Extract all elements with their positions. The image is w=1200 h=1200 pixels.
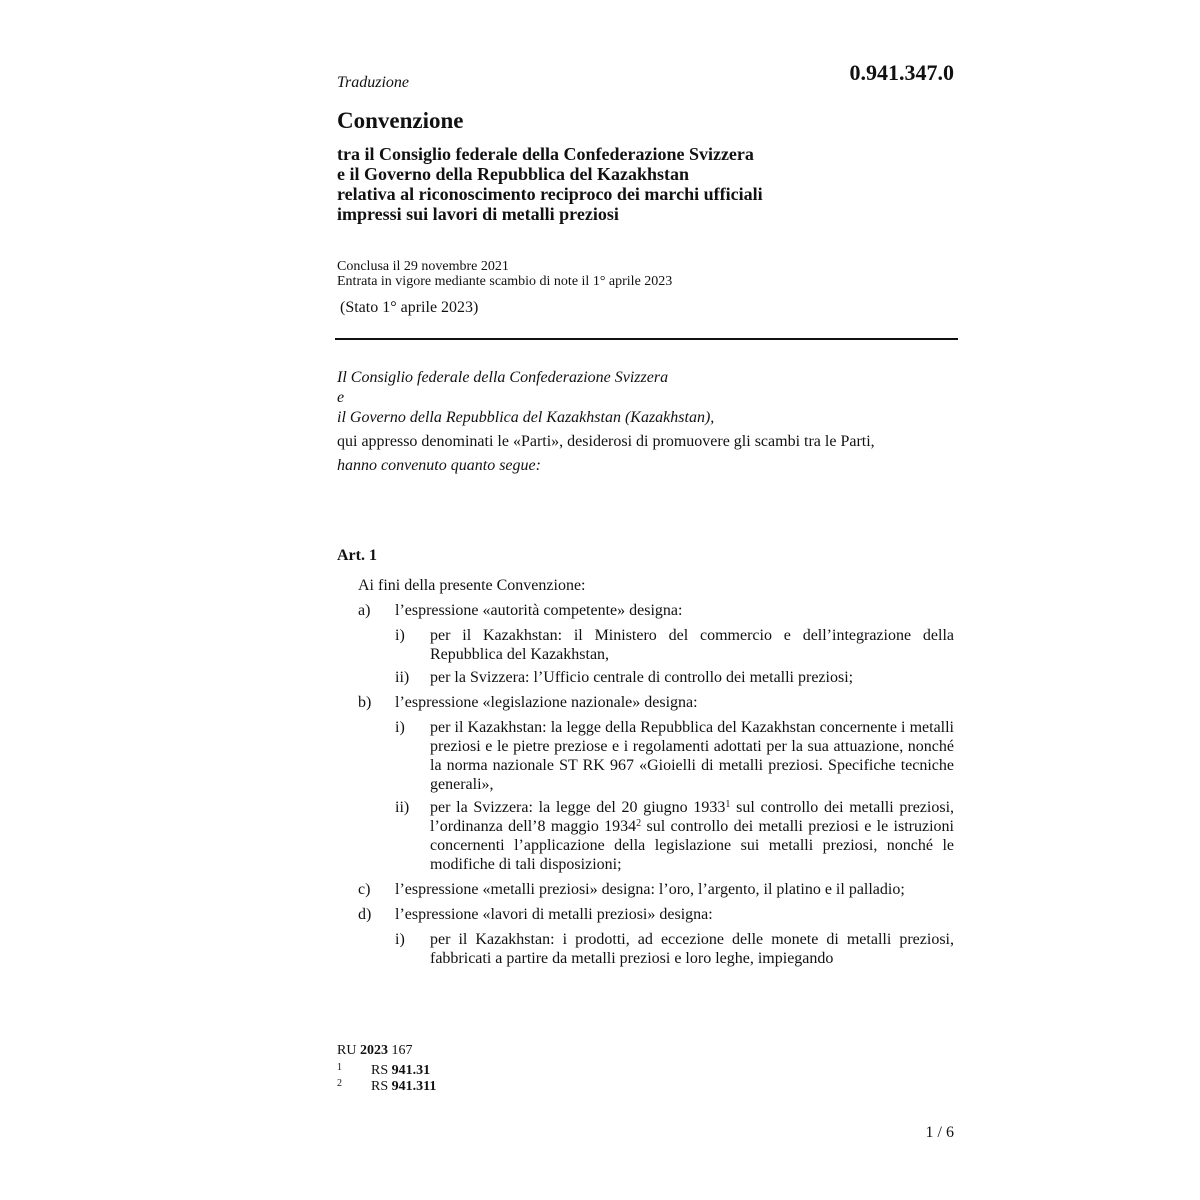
preamble: [337, 368, 954, 476]
status-date: (Stato 1° aprile 2023): [340, 299, 479, 316]
footnote-prefix: RS: [371, 1063, 392, 1078]
sr-number: 0.941.347.0: [849, 60, 954, 85]
footnote-prefix: RS: [371, 1079, 392, 1094]
preamble-agreement: hanno convenuto quanto segue:: [337, 457, 541, 474]
ru-page: 167: [387, 1043, 413, 1058]
sub-item: [395, 626, 954, 664]
item-label: b): [358, 694, 372, 711]
item-text: l’espressione «legislazione nazionale» designa:: [395, 694, 698, 711]
item-label: d): [358, 906, 372, 923]
subtitle-line: relativa al riconoscimento reciproco dei marchi ufficiali: [337, 184, 763, 204]
sub-item-label: ii): [395, 669, 410, 686]
footnote: [337, 1063, 436, 1079]
document-subtitle: [337, 144, 763, 224]
preamble-party-1: Il Consiglio federale della Confederazione Svizzera: [337, 369, 669, 386]
subtitle-line: e il Governo della Repubblica del Kazakhstan: [337, 164, 690, 184]
preamble-purpose: qui appresso denominati le «Parti», desiderosi di promuovere gli scambi tra le Parti,: [337, 433, 875, 450]
preamble-party-2: il Governo della Repubblica del Kazakhstan (Kazakhstan),: [337, 409, 715, 426]
header-divider: [335, 338, 958, 340]
sub-item-text-part: sul controllo dei metalli preziosi e le istruzioni concernenti l’applicazione della legislazione sui metalli preziosi, nonché le modifiche di tali disposizioni;: [430, 818, 954, 873]
footnote-link[interactable]: 941.31: [391, 1063, 431, 1078]
subtitle-line: tra il Consiglio federale della Confederazione Svizzera: [337, 144, 754, 164]
sub-item: [395, 668, 954, 687]
footnote-link[interactable]: 941.311: [391, 1079, 437, 1094]
sub-item: [395, 930, 954, 968]
sub-item: [395, 798, 954, 874]
translation-label: Traduzione: [337, 74, 410, 91]
footnotes: [337, 1063, 436, 1095]
footnote-ref-1[interactable]: 1: [725, 799, 731, 810]
official-collection-ref: [337, 1043, 412, 1059]
concluded-date: Conclusa il 29 novembre 2021: [337, 259, 509, 274]
article-body: [337, 576, 954, 974]
article-title: Art. 1: [337, 547, 377, 564]
item-label: a): [358, 602, 371, 619]
ru-prefix: RU: [337, 1043, 360, 1058]
footnote-ref-2[interactable]: 2: [636, 818, 642, 829]
sub-item-text: per il Kazakhstan: il Ministero del commercio e dell’integrazione della Repubblica del Kazakhstan,: [430, 627, 954, 663]
subtitle-line: impressi sui lavori di metalli preziosi: [337, 204, 619, 224]
footnote-number: 2: [337, 1078, 342, 1089]
sub-item-label: i): [395, 931, 405, 948]
dates-block: [337, 259, 672, 289]
item-text: l’espressione «lavori di metalli preziosi» designa:: [395, 906, 713, 923]
sub-item-text: per la Svizzera: l’Ufficio centrale di controllo dei metalli preziosi;: [430, 669, 854, 686]
footnote-number: 1: [337, 1062, 342, 1073]
sub-item-label: ii): [395, 799, 410, 816]
definition-item-b: [337, 693, 954, 874]
article-intro: Ai fini della presente Convenzione:: [358, 577, 586, 594]
entry-into-force-date: Entrata in vigore mediante scambio di note il 1° aprile 2023: [337, 274, 673, 289]
sub-item: [395, 718, 954, 794]
sub-item-text: per il Kazakhstan: la legge della Repubblica del Kazakhstan concernente i metalli preziosi e le pietre preziose e i regolamenti adottati per la sua attuazione, nonché la norma nazionale ST RK 967 «Gioielli di metalli preziosi. Specifiche tecniche generali»,: [430, 719, 954, 793]
ru-year: 2023: [359, 1043, 388, 1058]
sub-item-text-part: sul controllo dei metalli preziosi, l’ordinanza dell’8 maggio 1934: [430, 799, 955, 835]
definition-item-a: [337, 601, 954, 687]
sub-item-text-part: per la Svizzera: la legge del 20 giugno 1933: [430, 799, 726, 816]
sub-item-text: per il Kazakhstan: i prodotti, ad eccezione delle monete di metalli preziosi, fabbricati a partire da metalli preziosi e loro leghe, impiegando: [430, 931, 954, 967]
item-text: l’espressione «metalli preziosi» designa: l’oro, l’argento, il platino e il palladio;: [395, 881, 905, 898]
preamble-conjunction: e: [337, 389, 345, 406]
definition-item-d: [337, 905, 954, 968]
sub-item-label: i): [395, 627, 405, 644]
sub-item-label: i): [395, 719, 405, 736]
item-label: c): [358, 881, 371, 898]
document-title: Convenzione: [337, 108, 464, 133]
page-indicator: 1 / 6: [925, 1124, 954, 1141]
definition-item-c: [337, 880, 954, 899]
sub-item-text: [430, 798, 954, 874]
footnote: [337, 1079, 436, 1095]
item-text: l’espressione «autorità competente» designa:: [395, 602, 683, 619]
